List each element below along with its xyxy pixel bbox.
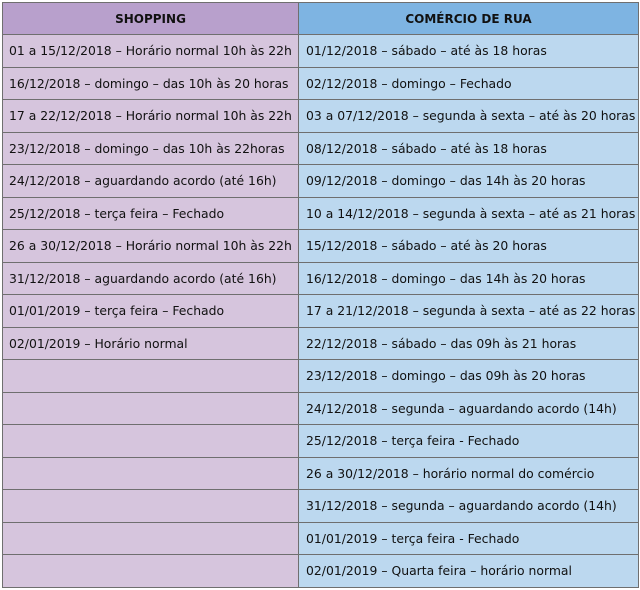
table-row [3,457,639,490]
shopping-cell: 16/12/2018 – domingo – das 10h às 20 horas [3,67,299,100]
shopping-cell: 31/12/2018 – aguardando acordo (até 16h) [3,262,299,295]
shopping-cell: 25/12/2018 – terça feira – Fechado [3,197,299,230]
table-body [3,35,639,588]
table-row [3,262,639,295]
table-row [3,35,639,68]
comercio-cell: 31/12/2018 – segunda – aguardando acordo (14h) [299,490,639,523]
shopping-cell: 01 a 15/12/2018 – Horário normal 10h às 22h [3,35,299,68]
comercio-cell: 25/12/2018 – terça feira - Fechado [299,425,639,458]
table-row [3,295,639,328]
comercio-cell: 09/12/2018 – domingo – das 14h às 20 horas [299,165,639,198]
shopping-cell [3,457,299,490]
table-row [3,360,639,393]
shopping-cell: 01/01/2019 – terça feira – Fechado [3,295,299,328]
table-row [3,197,639,230]
table-row [3,132,639,165]
table-header [3,3,639,35]
comercio-cell: 23/12/2018 – domingo – das 09h às 20 horas [299,360,639,393]
shopping-cell [3,425,299,458]
table-row [3,425,639,458]
comercio-cell: 10 a 14/12/2018 – segunda à sexta – até as 21 horas [299,197,639,230]
comercio-cell: 15/12/2018 – sábado – até às 20 horas [299,230,639,263]
holiday-hours-table [2,2,639,588]
comercio-column-header: COMÉRCIO DE RUA [299,3,639,35]
shopping-cell: 24/12/2018 – aguardando acordo (até 16h) [3,165,299,198]
table-row [3,100,639,133]
table-row [3,522,639,555]
shopping-cell: 17 a 22/12/2018 – Horário normal 10h às 22h [3,100,299,133]
comercio-cell: 08/12/2018 – sábado – até às 18 horas [299,132,639,165]
comercio-cell: 17 a 21/12/2018 – segunda à sexta – até as 22 horas [299,295,639,328]
shopping-cell [3,522,299,555]
comercio-cell: 24/12/2018 – segunda – aguardando acordo (14h) [299,392,639,425]
comercio-cell: 02/01/2019 – Quarta feira – horário normal [299,555,639,588]
shopping-cell: 02/01/2019 – Horário normal [3,327,299,360]
shopping-cell [3,360,299,393]
comercio-cell: 02/12/2018 – domingo – Fechado [299,67,639,100]
table-row [3,230,639,263]
shopping-cell [3,490,299,523]
table-row [3,490,639,523]
table-row [3,392,639,425]
comercio-cell: 16/12/2018 – domingo – das 14h às 20 horas [299,262,639,295]
comercio-cell: 01/01/2019 – terça feira - Fechado [299,522,639,555]
shopping-cell [3,392,299,425]
comercio-cell: 03 a 07/12/2018 – segunda à sexta – até às 20 horas [299,100,639,133]
table-row [3,67,639,100]
shopping-column-header: SHOPPING [3,3,299,35]
comercio-cell: 22/12/2018 – sábado – das 09h às 21 horas [299,327,639,360]
header-row [3,3,639,35]
table-row [3,165,639,198]
table-row [3,555,639,588]
shopping-cell: 23/12/2018 – domingo – das 10h às 22horas [3,132,299,165]
shopping-cell [3,555,299,588]
comercio-cell: 01/12/2018 – sábado – até às 18 horas [299,35,639,68]
shopping-cell: 26 a 30/12/2018 – Horário normal 10h às 22h [3,230,299,263]
comercio-cell: 26 a 30/12/2018 – horário normal do comércio [299,457,639,490]
table-row [3,327,639,360]
